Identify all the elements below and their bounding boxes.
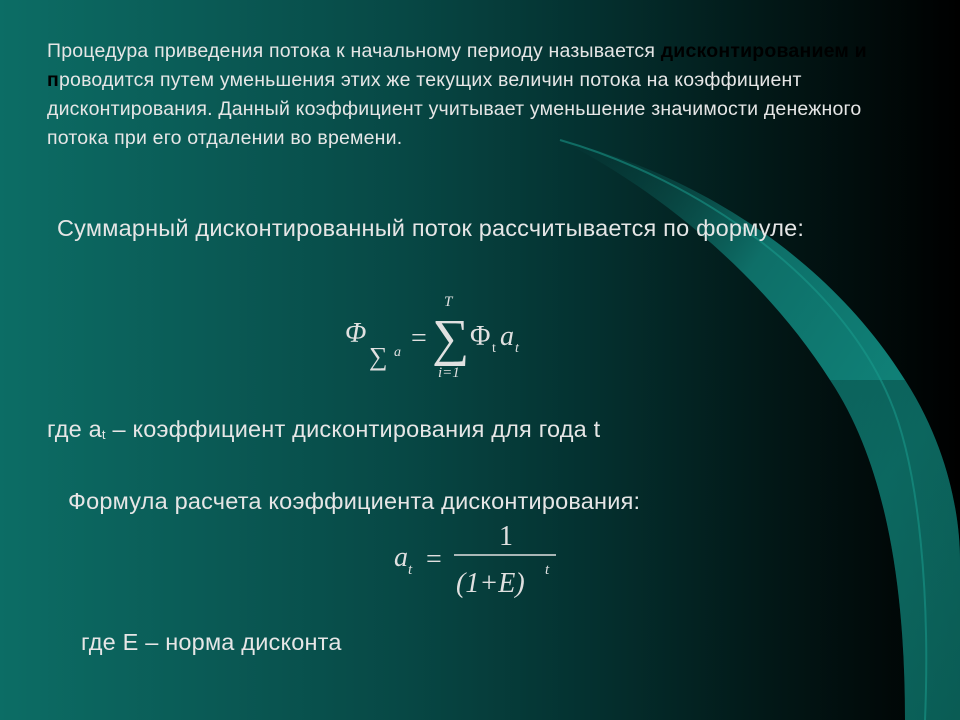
sum-lhs-symbol: Φ xyxy=(345,318,367,349)
sum-formula-intro: Суммарный дисконтированный поток рассчитывается по формуле: xyxy=(57,215,805,241)
coefficient-definition-subscript: t xyxy=(101,427,106,442)
sum-lower-limit: i=1 xyxy=(438,365,460,381)
sum-term-phi-subscript: t xyxy=(492,341,496,356)
sum-upper-limit: T xyxy=(444,294,453,310)
coef-equals: = xyxy=(426,544,442,575)
intro-text-start: Процедура приведения потока к начальному периоду называется xyxy=(47,40,661,62)
sum-equals: = xyxy=(411,323,427,354)
coef-denominator: (1+E) xyxy=(456,568,525,599)
sum-term-phi: Φ xyxy=(470,321,491,352)
sum-lhs-sum-symbol: ∑ xyxy=(369,342,388,371)
coefficient-definition-end: – коэффициент дисконтирования для года t xyxy=(105,416,601,442)
coefficient-definition-start: где а xyxy=(47,416,102,442)
sum-lhs-subscript: a xyxy=(394,345,401,360)
sum-term-a: a xyxy=(500,321,514,352)
sum-sigma: ∑ xyxy=(432,310,470,367)
coef-lhs-subscript: t xyxy=(408,562,413,578)
intro-bold-term: дисконтированием и п xyxy=(47,40,867,91)
discount-rate-definition: где Е – норма дисконта xyxy=(81,629,342,655)
intro-text-end: роводится путем уменьшения этих же текущих величин потока на коэффициент дисконтирования. Данный коэффициент учитывает уменьшение значимости денежного потока при его отдалении во времени. xyxy=(47,69,862,149)
coef-formula-intro: Формула расчета коэффициента дисконтирования: xyxy=(68,488,641,514)
coef-numerator: 1 xyxy=(499,521,513,552)
sum-term-a-subscript: t xyxy=(515,341,519,356)
coef-exponent: t xyxy=(545,562,550,578)
coef-lhs: a xyxy=(394,542,408,573)
